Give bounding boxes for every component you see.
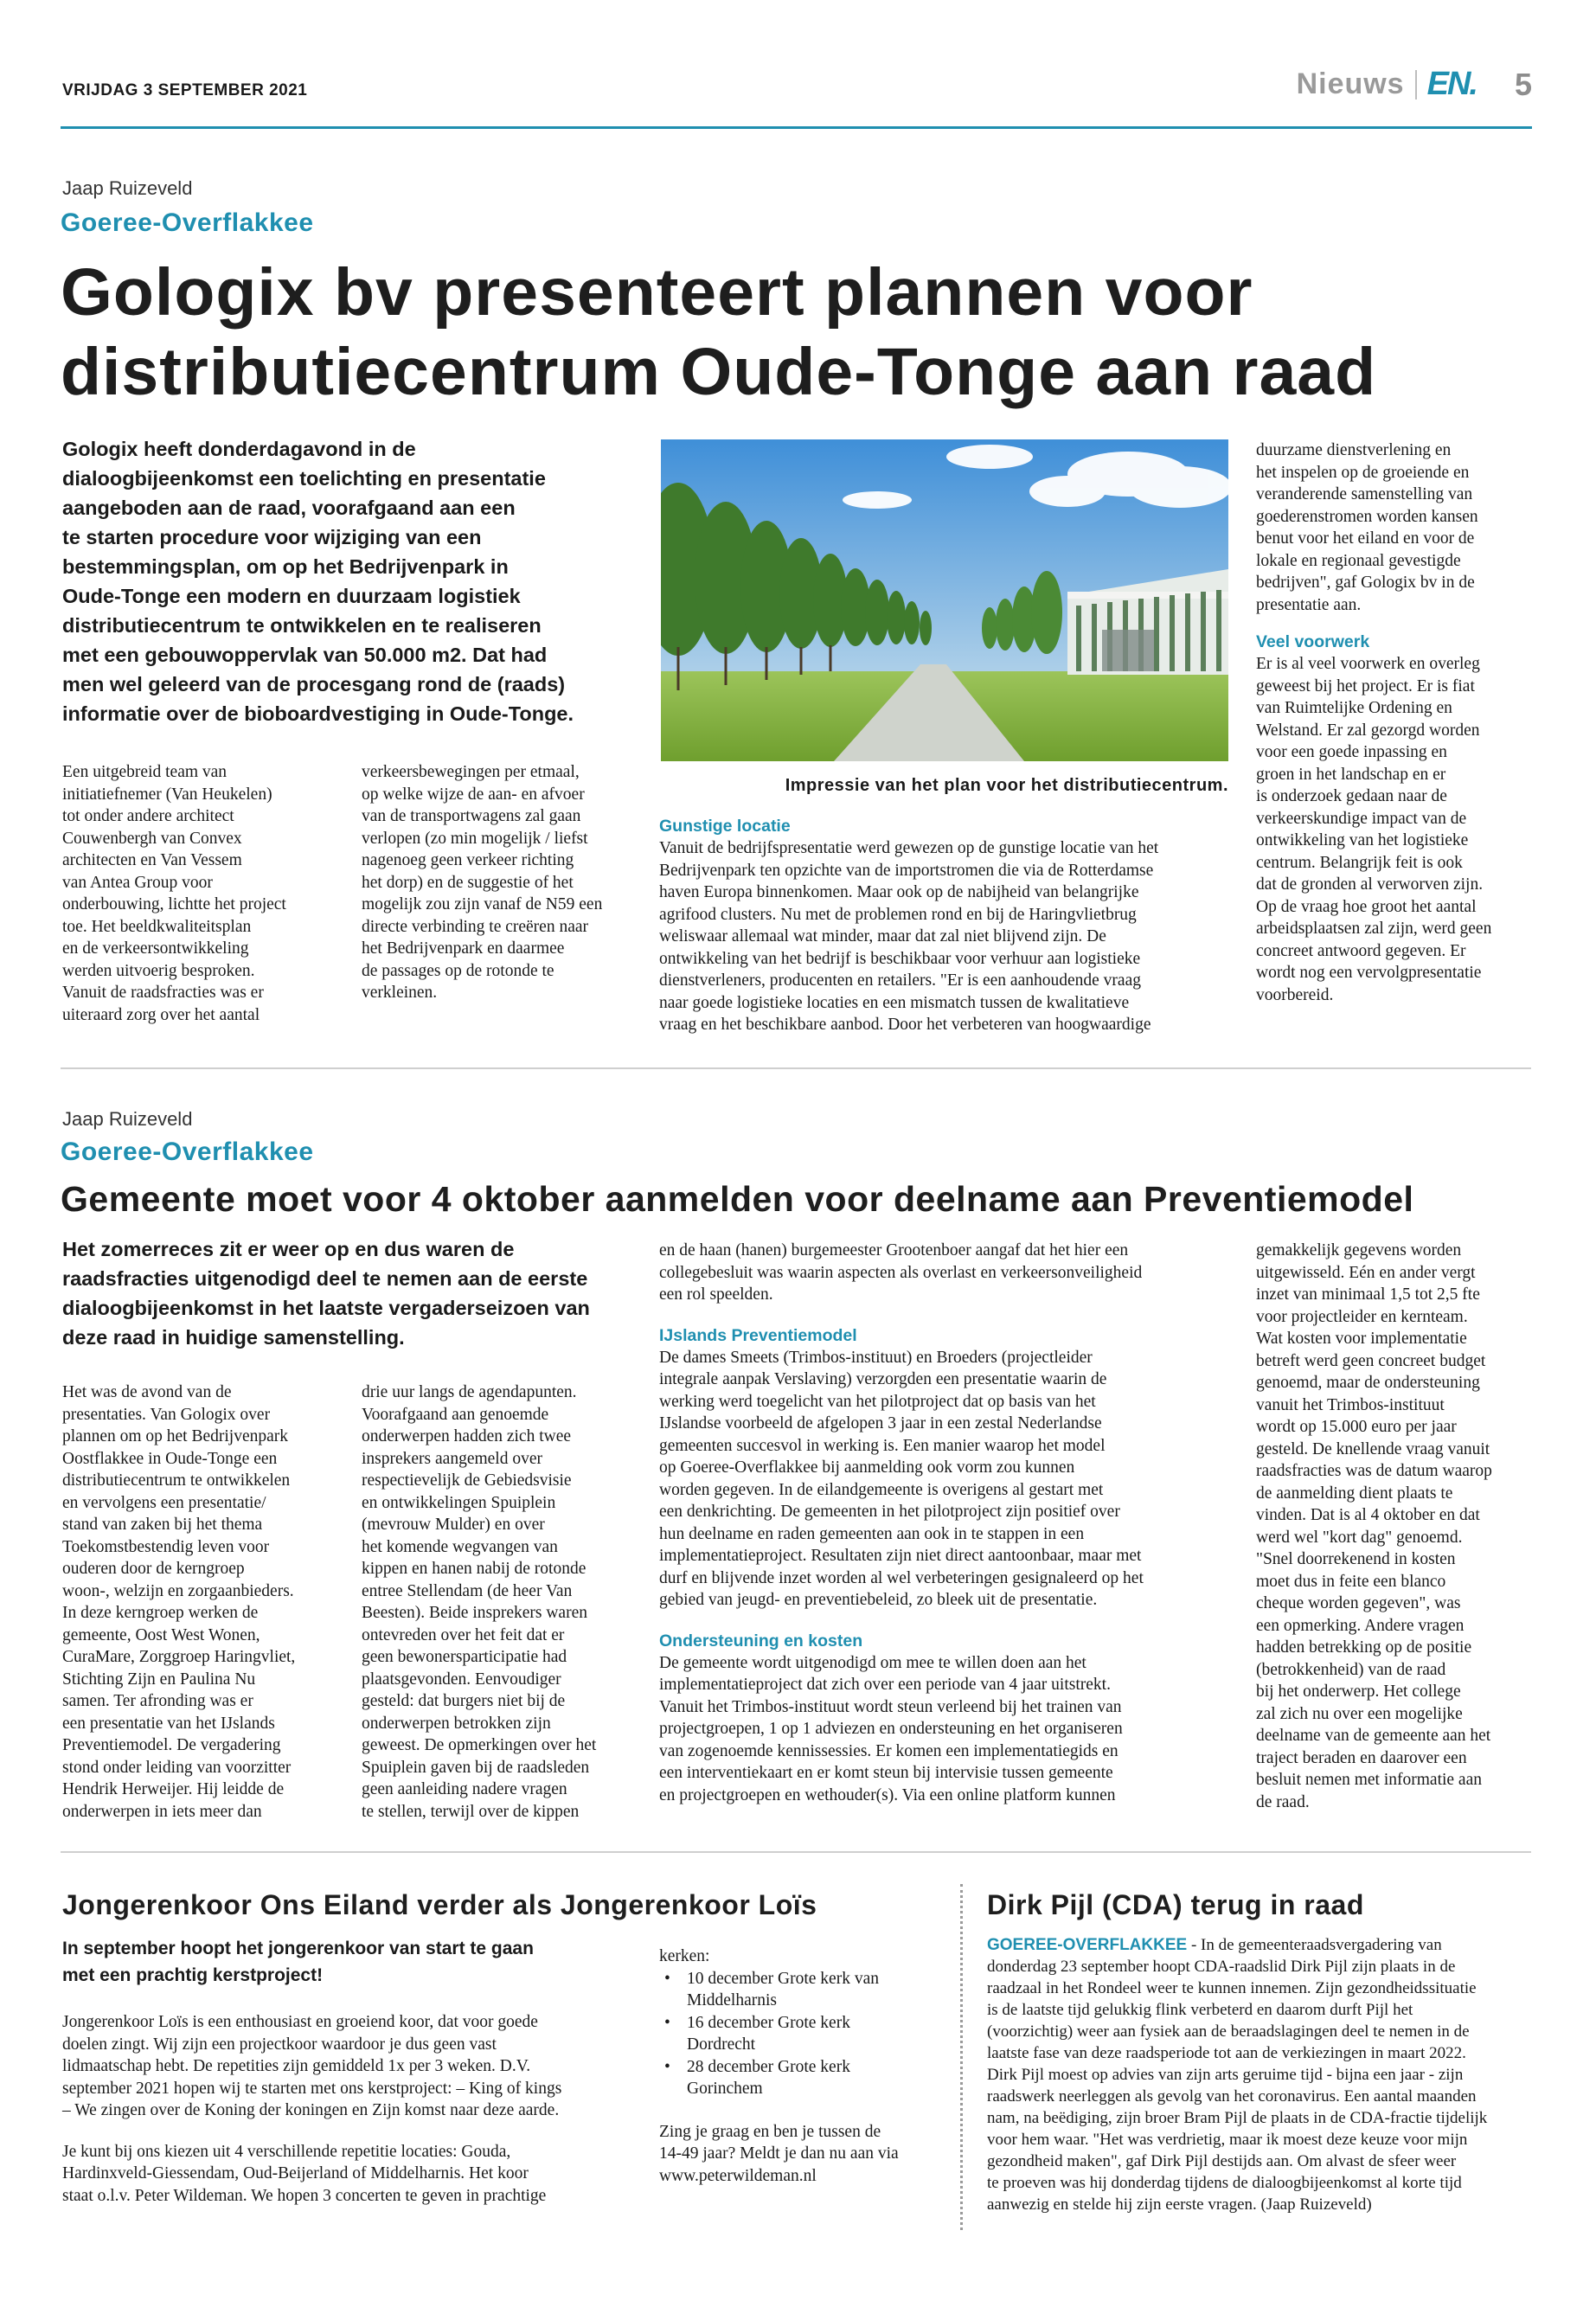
article2-col4 [1256,1240,1542,1813]
text-line: Zing je graag en ben je tussen de [659,2122,881,2141]
text-line: wordt op 15.000 euro per jaar [1256,1418,1457,1436]
text-line: lidmaatschap hebt. De repetities zijn gemiddeld 1x per 3 weken. D.V. [62,2057,531,2075]
text-line: haven Europa binnenkomen. Maar ook op de nabijheid van belangrijke [659,883,1139,901]
text-line: IJslandse voorbeeld de afgelopen 3 jaar in een zestal Nederlandse [659,1414,1102,1433]
lead-line: men wel geleerd van de procesgang rond de (raads) [62,673,566,695]
text-line: respectievelijk de Gebiedsvisie [362,1471,572,1490]
text-line: bedrijven", gaf Gologix bv in de [1256,574,1475,592]
text-line: is onderzoek gedaan naar de [1256,787,1447,805]
text-line: donderdag 23 september hoopt CDA-raadslid Dirk Pijl zijn plaats in de [987,1958,1456,1976]
distribution-center-render-image [661,439,1228,761]
text-line: integrale aanpak Verslaving) verzorgden een presentatie waarin de [659,1370,1107,1388]
text-line: en de verkeersontwikkeling [62,939,249,958]
text-line: tot onder andere architect [62,807,234,825]
text-line: wordt nog een vervolgpresentatie [1256,964,1482,982]
text-line: werd wel "kort dag" genoemd. [1256,1528,1463,1547]
text-line: aanwezig en stelde hij zijn eerste vragen. (Jaap Ruizeveld) [987,2195,1372,2214]
text-line: Vanuit het Trimbos-instituut wordt steun verleend bij het trainen van [659,1697,1122,1716]
text-line: Couwenbergh van Convex [62,829,242,848]
text-line: geen aanleiding nadere vragen [362,1780,567,1798]
text-line: september 2021 hopen wij te starten met ons kerstproject: – King of kings [62,2079,562,2098]
text-line: • 28 december Grote kerk [687,2057,850,2076]
text-line: het dorp) en de suggestie of het [362,873,574,892]
text-line: geweest bij het project. Er is fiat [1256,676,1475,695]
text-line: projectgroepen, 1 op 1 adviezen en ondersteuning en het organiseren [659,1720,1123,1738]
text-line: een interventiekaart en er komt steun bij intervisie tussen gemeente [659,1764,1113,1782]
article1-col1 [62,761,348,1026]
text-line: Wat kosten voor implementatie [1256,1330,1467,1348]
subhead-gunstige-locatie: Gunstige locatie [659,817,791,836]
text-line: concreet antwoord gegeven. Er [1256,941,1466,960]
text-line: durf en blijvende inzet worden al wel verbeteringen gesignaleerd op het [659,1568,1144,1587]
text-line: traject beraden en daarover een [1256,1748,1467,1767]
newspaper-logo: EN. [1426,66,1477,102]
article1-lead [62,434,633,728]
text-line: mogelijk zou zijn vanaf de N59 een [362,895,603,913]
subhead-ondersteuning-en-kosten: Ondersteuning en kosten [659,1631,863,1650]
lead-line: Gologix heeft donderdagavond in de [62,438,416,460]
text-line: 14-49 jaar? Meldt je dan nu aan via [659,2144,899,2163]
text-line: het komende wegvangen van [362,1537,558,1556]
text-line: directe verbinding te creëren naar [362,917,589,936]
text-line: hun deelname en raden gemeenten aan ook in te stappen in een [659,1524,1085,1543]
text-line [987,1934,1541,1956]
lead-line: dialoogbijeenkomst in het laatste vergaderseizoen van [62,1297,590,1319]
text-line: arbeidsplaatsen zal zijn, werd geen [1256,920,1492,938]
article2-byline: Jaap Ruizeveld [62,1108,193,1130]
article1-headline [61,253,1514,412]
text-line: stond onder leiding van voorzitter [62,1758,292,1777]
text-line: een rol speelden. [659,1285,773,1304]
text-line: gezondheid maken", gaf Dirk Pijl destijds aan. Om alvast de sfeer weer [987,2152,1457,2170]
article1-region: Goeree-Overflakkee [61,208,314,237]
text-line: • 10 december Grote kerk van [687,1969,879,1988]
text-line: Op de vraag hoe groot het aantal [1256,897,1477,916]
text-line: ontevreden over het feit dat er [362,1625,565,1644]
text-line: presentatie aan. [1256,595,1362,614]
text-line: moet dus in feite een blanco [1256,1572,1446,1591]
text-line: raadzaal in het Rondeel weer te kunnen innemen. Zijn gezondheidssituatie [987,1979,1477,1997]
text-line: agrifood clusters. Nu met de problemen rond en bij de Haringvlietbrug [659,905,1137,924]
article1-col3 [659,837,1239,1036]
text-line: de raad. [1256,1792,1310,1811]
text-line: betreft werd geen concreet budget [1256,1351,1486,1370]
text-line: van Antea Group voor [62,873,213,892]
text-line: uiteraard zorg over het aantal [62,1005,260,1024]
page-number: 5 [1514,66,1532,102]
text-line: Hardinxveld-Giessendam, Oud-Beijerland of Middelharnis. Het koor [62,2164,529,2182]
text-line: genoemd, maar de ondersteuning [1256,1374,1480,1392]
text-line: Gorinchem [687,2080,763,2098]
text-line: ouderen door de kerngroep [62,1560,245,1578]
text-line: hadden betrekking op de positie [1256,1638,1472,1657]
text-line: plaatsgevonden. Eenvoudiger [362,1670,561,1689]
text-line: geweest. De opmerkingen over het [362,1736,597,1754]
text-line: te stellen, terwijl over de kippen [362,1802,580,1821]
text-line: en de haan (hanen) burgemeester Grootenboer aangaf dat het hier een [659,1241,1129,1259]
page-header-right [1297,66,1532,103]
lead-line: Het zomerreces zit er weer op en dus waren de [62,1238,515,1260]
text-line: veranderende samenstelling van [1256,485,1473,503]
text-line: dat de gronden al verworven zijn. [1256,875,1484,894]
text-line: presentaties. Van Gologix over [62,1405,271,1424]
text-line: voor projectleider en kernteam. [1256,1307,1468,1326]
text-line: een denkrichting. De gemeenten in het pilotproject zijn positief over [659,1503,1120,1521]
article3-headline: Jongerenkoor Ons Eiland verder als Jongerenkoor Loïs [62,1889,817,1920]
text-line: doelen zingt. Wij zijn een projectkoor waardoor je dus geen vast [62,2035,497,2054]
text-line: verkeersbewegingen per etmaal, [362,763,580,781]
text-line: onderwerpen hadden zich twee [362,1427,572,1445]
text-line: Voorafgaand aan genoemde [362,1405,549,1424]
text-line: voor een goede inpassing en [1256,743,1447,761]
text-line: te proeven was hij donderdag tijdens de dialoogbijeenkomst al korte tijd [987,2174,1462,2192]
text-line: toe. Het beeldkwaliteitsplan [62,917,252,936]
text-line: – We zingen over de Koning der koningen en Zijn komst naar deze aarde. [62,2101,560,2119]
text-line: verkeerskundige impact van de [1256,809,1467,828]
subhead-veel-voorwerk: Veel voorwerk [1256,632,1370,651]
page-date: VRIJDAG 3 SEPTEMBER 2021 [62,81,308,99]
text-line: Het was de avond van de [62,1383,232,1401]
text-line: centrum. Belangrijk feit is ook [1256,853,1463,872]
text-line: de aanmelding dient plaats te [1256,1484,1453,1503]
text-line: CuraMare, Zorggroep Haringvliet, [62,1648,296,1666]
text-line: • 16 december Grote kerk [687,2013,850,2032]
text-line: voor hem waar. "Het was verdrietig, maar ik moest deze keuze voor mijn [987,2131,1468,2149]
text-line: vinden. Dat is al 4 oktober en dat [1256,1506,1480,1524]
text-line: dienstverleners, producenten en retailers. "Er is een aanhoudende vraag [659,971,1141,990]
text-line: architecten en Van Vessem [62,851,242,869]
lead-line: raadsfracties uitgenodigd deel te nemen aan de eerste [62,1267,588,1290]
text-line: weliswaar allemaal wat minder, maar dat zal niet blijvend zijn. De [659,927,1106,945]
image-caption: Impressie van het plan voor het distributiecentrum. [785,776,1228,795]
article-divider [61,1851,1531,1853]
text-line: nam, na beëdiging, zijn broer Bram Pijl de plaats in de CDA-fractie tijdelijk [987,2109,1488,2127]
text-line: Er is al veel voorwerk en overleg [1256,655,1480,673]
text-line: verlopen (zo min mogelijk / liefst [362,829,588,848]
text-line: onderwerpen betrokken zijn [362,1714,551,1733]
text-line: initiatiefnemer (Van Heukelen) [62,785,272,804]
text-line: benut voor het eiland en voor de [1256,529,1475,548]
text-line: collegebesluit was waarin aspecten als overlast en verkeersonveiligheid [659,1263,1143,1282]
text-line: is de laatste tijd gelukkig flink verbeterd en daarom durft Pijl het [987,2001,1413,2019]
text-line: implementatieproject. Resultaten zijn niet direct aantoonbaar, maar met [659,1547,1142,1565]
article3-lead [62,1935,685,1989]
text-line: samen. Ter afronding was er [62,1692,253,1710]
header-rule [61,126,1532,129]
text-line: gebied van jeugd- en preventiebeleid, zo bleek uit de presentatie. [659,1591,1098,1609]
text-line: woon-, welzijn en zorgaanbieders. [62,1581,294,1600]
lead-line: informatie over de bioboardvestiging in Oude-Tonge. [62,702,574,725]
text-line: van zogenoemde kennissessies. Er komen een implementatiegids en [659,1741,1118,1760]
lead-line: aangeboden aan de raad, voorafgaand aan een [62,497,516,519]
text-line: vanuit het Trimbos-instituut [1256,1395,1445,1414]
text-line: laatste fase van deze raadsperiode tot aan de verkiezingen in maart 2022. [987,2044,1466,2062]
text-line: raadsfracties was de datum waarop [1256,1462,1492,1480]
article2-headline: Gemeente moet voor 4 oktober aanmelden voor deelname aan Preventiemodel [61,1179,1414,1219]
list-item [659,1968,945,2012]
article1-byline: Jaap Ruizeveld [62,177,193,199]
text-line: naar goede logistieke locaties en een mismatch tussen de kwalitatieve [659,993,1130,1012]
article2-col3 [659,1240,1247,1806]
lead-line: met een prachtig kerstproject! [62,1965,324,1985]
text-line: voorbereid. [1256,985,1334,1004]
dotted-divider [960,1884,963,2230]
text-line: Dordrecht [687,2035,756,2054]
text-line: raadswerk neerleggen als gevolg van het coronavirus. Een aantal maanden [987,2087,1477,2106]
text-line: insprekers aangemeld over [362,1449,542,1468]
article-divider [61,1067,1531,1069]
article4-headline: Dirk Pijl (CDA) terug in raad [987,1889,1364,1920]
text-line: werking werd toegelicht van het pilotproject dat op basis van het [659,1392,1096,1411]
text-line: nagenoeg geen verkeer richting [362,851,574,869]
lead-line: bestemmingsplan, om op het Bedrijvenpark in [62,555,509,578]
text-line: gemakkelijk gegevens worden [1256,1241,1462,1259]
text-line: verkleinen. [362,984,438,1002]
text-line: gesteld: dat burgers niet bij de [362,1692,566,1710]
text-line: Welstand. Er zal gezorgd worden [1256,721,1480,740]
text-line: gemeente, Oost West Wonen, [62,1625,260,1644]
article1-col2 [362,761,656,1004]
text-line: Middelharnis [687,1991,777,2009]
article2-col2 [362,1381,656,1823]
text-line: Jongerenkoor Loïs is een enthousiast en groeiend koor, dat voor goede [62,2013,538,2031]
text-line: Beesten). Beide insprekers waren [362,1604,587,1622]
lead-line: met een gebouwoppervlak van 50.000 m2. Dat had [62,644,548,666]
article4-body [987,1934,1541,2215]
article2-lead [62,1234,651,1352]
text-line: van Ruimtelijke Ordening en [1256,699,1452,717]
text-line: staat o.l.v. Peter Wildeman. We hopen 3 concerten te geven in prachtige [62,2186,547,2205]
text-line: In deze kerngroep werken de [62,1604,259,1622]
text-line: Je kunt bij ons kiezen uit 4 verschillende repetitie locaties: Gouda, [62,2142,511,2161]
list-item [659,2012,945,2056]
text-line: cheque worden gegeven", was [1256,1594,1461,1612]
text-line: op welke wijze de aan- en afvoer [362,785,585,804]
text-line: gesteld. De knellende vraag vanuit [1256,1439,1490,1458]
text-line: gemeenten succesvol in werking is. Een manier waarop het model [659,1436,1106,1455]
article1-headline-line: distributiecentrum Oude-Tonge aan raad [61,335,1377,409]
text-line: duurzame dienstverlening en [1256,441,1452,459]
text-line: het Bedrijvenpark en daarmee [362,939,565,958]
text-line: een presentatie van het IJslands [62,1714,275,1733]
text-line: ontwikkeling van het logistieke [1256,831,1469,849]
text-line: zal zich nu over een mogelijke [1256,1704,1463,1723]
text-line: drie uur langs de agendapunten. [362,1383,577,1401]
text-line: Hendrik Herweijer. Hij leidde de [62,1780,285,1798]
article3-concert-list [659,1945,945,2187]
text-line: implementatieproject dat zich over een periode van 4 jaar uitstrekt. [659,1676,1111,1694]
text-line: plannen om op het Bedrijvenpark [62,1427,289,1445]
text-line: besluit nemen met informatie aan [1256,1771,1482,1789]
subhead-ijslands-preventiemodel: IJslands Preventiemodel [659,1325,857,1345]
lead-line: dialoogbijeenkomst een toelichting en presentatie [62,467,546,490]
text-line: Dirk Pijl moest op advies van zijn arts geruime tijd - bijna een jaar - zijn [987,2066,1464,2084]
concert-list [659,1968,945,2100]
lead-line: te starten procedure voor wijziging van een [62,526,482,548]
text-line: een opmerking. Andere vragen [1256,1616,1465,1635]
text-line: Vanuit de raadsfracties was er [62,984,264,1002]
text-line: Stichting Zijn en Paulina Nu [62,1670,256,1689]
website-link[interactable]: www.peterwildeman.nl [659,2166,817,2185]
paragraph-gap [62,2122,668,2141]
article1-col4 [1256,439,1542,1006]
text-line: Oostflakkee in Oude-Tonge een [62,1449,278,1468]
text-line: worden gegeven. In de eilandgemeente is overigens al gestart met [659,1480,1104,1499]
text-line: en vervolgens een presentatie/ [62,1493,266,1512]
text-line: en ontwikkelingen Spuiplein [362,1493,556,1512]
text-line: Spuiplein gaven bij de raadsleden [362,1758,590,1777]
paragraph-gap [659,2100,945,2121]
article2-region: Goeree-Overflakkee [61,1138,314,1166]
text-line: vraag en het beschikbare aanbod. Door het verbeteren van hoogwaardige [659,1016,1151,1034]
text-line: lokale en regionaal gevestigde [1256,551,1461,570]
text-line: Toekomstbestendig leven voor [62,1537,270,1556]
text-line: stand van zaken bij het thema [62,1516,263,1534]
text-line: inzet van minimaal 1,5 tot 2,5 fte [1256,1285,1480,1304]
text-line: werden uitvoerig besproken. [62,961,255,980]
lead-line: In september hoopt het jongerenkoor van start te gaan [62,1939,534,1958]
text-line: (mevrouw Mulder) en over [362,1516,545,1534]
text-line: deelname van de gemeente aan het [1256,1727,1491,1745]
list-intro: kerken: [659,1947,710,1965]
text-line: uitgewisseld. Eén en ander vergt [1256,1263,1476,1282]
list-item [659,2056,945,2100]
article1-headline-line: Gologix bv presenteert plannen voor [61,255,1253,330]
lead-line: distributiecentrum te ontwikkelen en te realiseren [62,614,542,637]
text-line: de passages op de rotonde te [362,961,554,980]
article4-region-tag: GOEREE-OVERFLAKKEE [987,1936,1188,1954]
text-line: Bedrijvenpark ten opzichte van de importstromen die via de Rotterdamse [659,861,1154,880]
article3-body [62,2011,668,2207]
text-line: het inspelen op de groeiende en [1256,463,1470,482]
section-name: Nieuws [1296,67,1405,100]
text-line: entree Stellendam (de heer Van [362,1581,573,1600]
text-line: onderwerpen in iets meer dan [62,1802,262,1821]
text-line: groen in het landschap en er [1256,765,1446,784]
text-line: geen bewonersparticipatie had [362,1648,567,1666]
text-line: van de transportwagens zal gaan [362,807,581,825]
text-line: "Snel doorrekenend in kosten [1256,1550,1456,1568]
text-line: (betrokkenheid) van de raad [1256,1660,1446,1679]
lead-line: deze raad in huidige samenstelling. [62,1326,405,1349]
text-line: De gemeente wordt uitgenodigd om mee te willen doen aan het [659,1653,1086,1672]
article2-col1 [62,1381,352,1823]
text-line: en projectgroepen en wethouder(s). Via een online platform kunnen [659,1785,1116,1804]
text-line: goederenstromen worden kansen [1256,507,1478,526]
text-line: ontwikkeling van het bedrijf is beschikbaar voor verhuur aan logistieke [659,949,1141,968]
text-line: kippen en hanen nabij de rotonde [362,1560,586,1578]
text-line: Preventiemodel. De vergadering [62,1736,281,1754]
text-line: De dames Smeets (Trimbos-instituut) en Broeders (projectleider [659,1348,1093,1367]
header-divider [1415,70,1417,99]
text-line: bij het onderwerp. Het college [1256,1682,1461,1701]
text-line: op Goeree-Overflakkee bij aanmelding ook vorm zou kunnen [659,1458,1075,1477]
text-line: (voorzichtig) weer aan fysiek aan de beraadslagingen deel te nemen in de [987,2022,1470,2041]
lead-line: Oude-Tonge een modern en duurzaam logistiek [62,585,521,607]
text-line: Een uitgebreid team van [62,763,228,781]
text-line: onderbouwing, lichtte het project [62,895,286,913]
text-line: distributiecentrum te ontwikkelen [62,1471,291,1490]
text-fragment: - In de gemeenteraadsvergadering van [1187,1936,1442,1954]
text-line: Vanuit de bedrijfspresentatie werd gewezen op de gunstige locatie van het [659,839,1159,857]
